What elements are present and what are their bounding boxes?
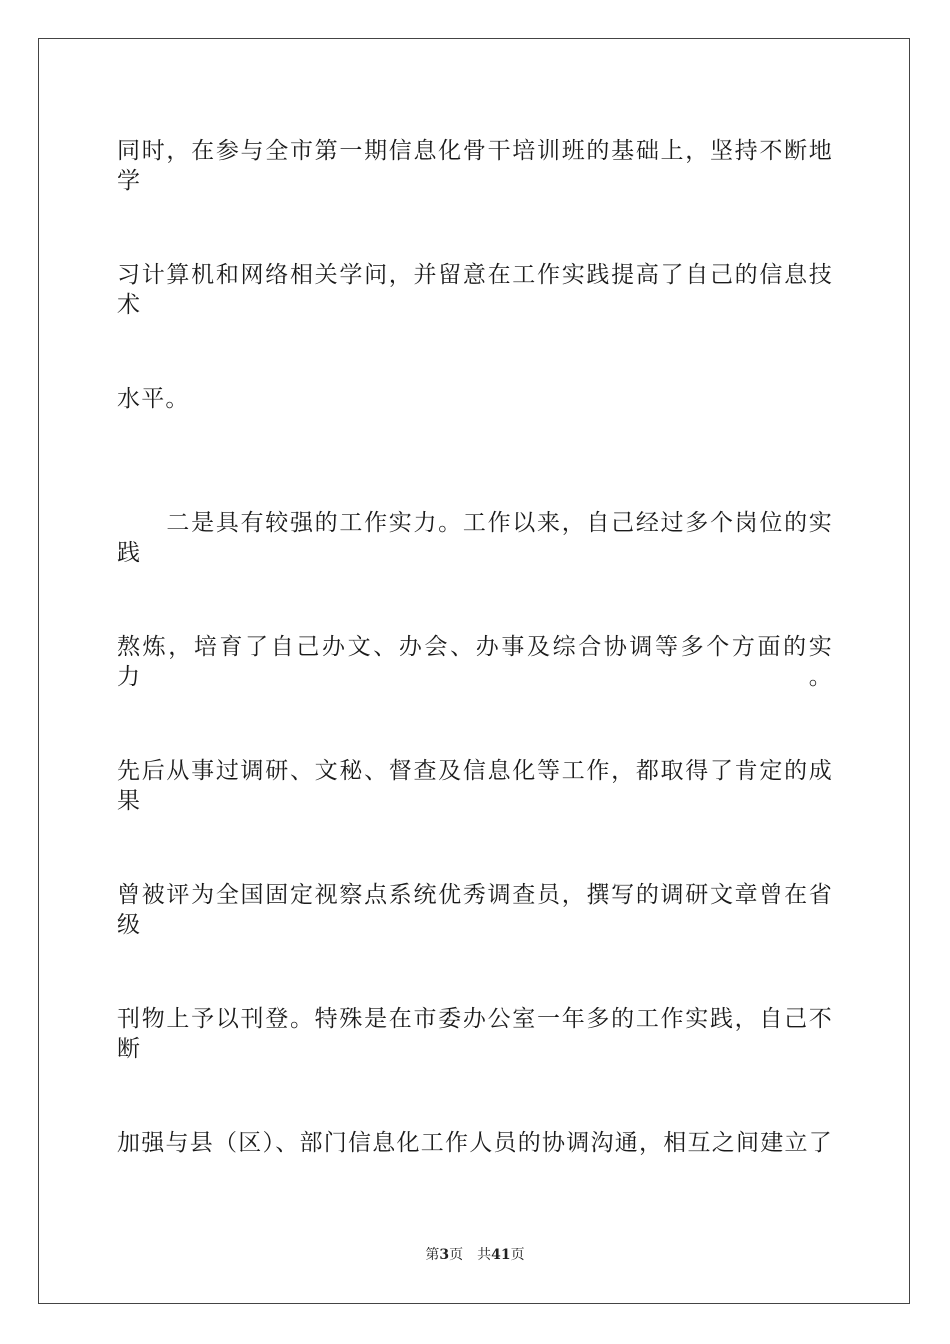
text-line-7: 曾被评为全国固定视察点系统优秀调查员，撰写的调研文章曾在省级 xyxy=(117,882,833,938)
text-line-9: 加强与县（区）、部门信息化工作人员的协调沟通，相互之间建立了 xyxy=(117,1130,833,1156)
total-suffix: 页 xyxy=(510,1247,525,1263)
text-line-1: 同时，在参与全市第一期信息化骨干培训班的基础上，坚持不断地学 xyxy=(117,138,833,194)
page-suffix: 页 xyxy=(449,1247,464,1263)
text-line-3: 水平。 xyxy=(117,386,190,412)
current-page-number: 3 xyxy=(439,1247,450,1263)
text-line-5: 熬炼，培育了自己办文、办会、办事及综合协调等多个方面的实力。 xyxy=(117,634,833,690)
page-prefix: 第 xyxy=(425,1247,440,1263)
total-page-count: 41 xyxy=(491,1247,511,1263)
text-line-6: 先后从事过调研、文秘、督查及信息化等工作，都取得了肯定的成果 xyxy=(117,758,833,814)
text-line-4: 二是具有较强的工作实力。工作以来，自己经过多个岗位的实践 xyxy=(117,510,833,566)
total-prefix: 共 xyxy=(477,1247,492,1263)
page-footer xyxy=(0,1245,950,1265)
text-line-2: 习计算机和网络相关学问，并留意在工作实践提高了自己的信息技术 xyxy=(117,262,833,318)
text-line-8: 刊物上予以刊登。特殊是在市委办公室一年多的工作实践，自己不断 xyxy=(117,1006,833,1062)
